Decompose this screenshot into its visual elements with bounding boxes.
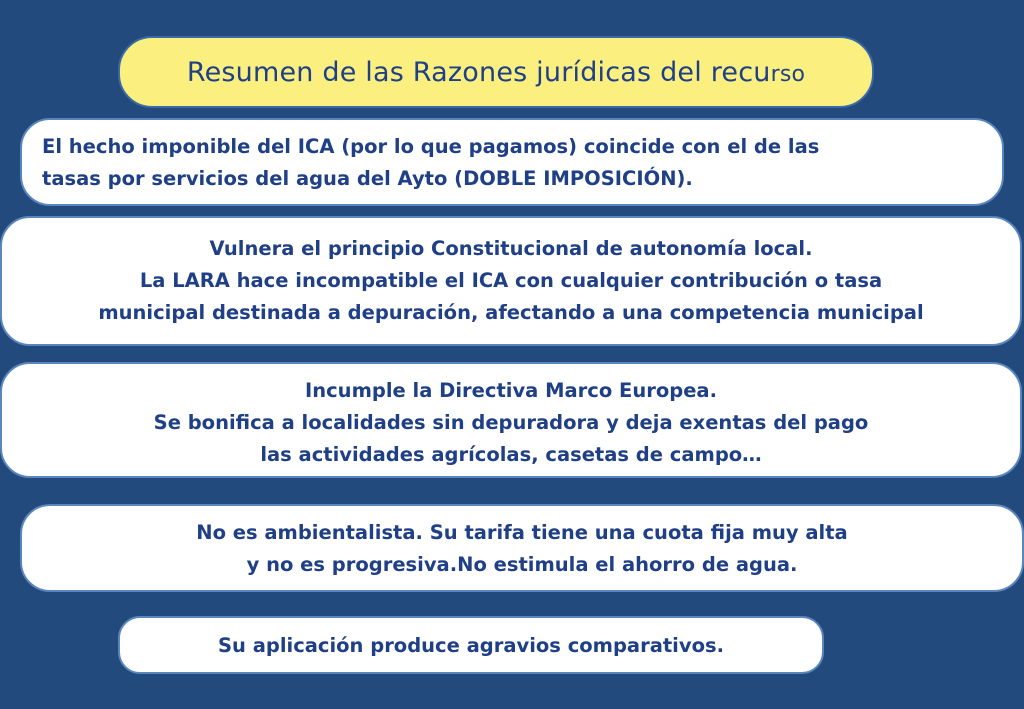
title-banner — [118, 36, 874, 108]
slide-title — [187, 57, 805, 88]
reason-2-line-1: Vulnera el principio Constitucional de autonomía local. — [209, 237, 813, 260]
reason-5-line-1: Su aplicación produce agravios comparativos. — [218, 634, 724, 657]
reason-4-line-1: No es ambientalista. Su tarifa tiene una cuota fija muy alta — [196, 521, 848, 544]
reason-box-local-autonomy — [0, 216, 1022, 346]
slide-title-main: Resumen de las Razones jurídicas del recu — [186, 56, 771, 88]
reason-box-double-taxation — [20, 118, 1004, 206]
slide-title-tail: rso — [770, 61, 806, 87]
reason-1-line-1: El hecho imponible del ICA (por lo que pagamos) coincide con el de las — [42, 135, 820, 158]
reason-box-environmental — [20, 504, 1024, 592]
reason-2-line-3: municipal destinada a depuración, afectando a una competencia municipal — [98, 301, 924, 324]
reason-3-line-1: Incumple la Directiva Marco Europea. — [304, 379, 717, 402]
reason-1-line-2: tasas por servicios del agua del Ayto (DOBLE IMPOSICIÓN). — [42, 167, 693, 190]
reason-3-line-3: las actividades agrícolas, casetas de campo… — [260, 443, 762, 466]
reason-3-line-2: Se bonifica a localidades sin depuradora y deja exentas del pago — [153, 411, 869, 434]
reason-4-line-2: y no es progresiva.No estimula el ahorro de agua. — [246, 553, 798, 576]
reason-2-line-2: La LARA hace incompatible el ICA con cualquier contribución o tasa — [139, 269, 883, 292]
reason-box-european-directive — [0, 362, 1022, 478]
reason-box-comparative-grievances — [118, 616, 824, 674]
